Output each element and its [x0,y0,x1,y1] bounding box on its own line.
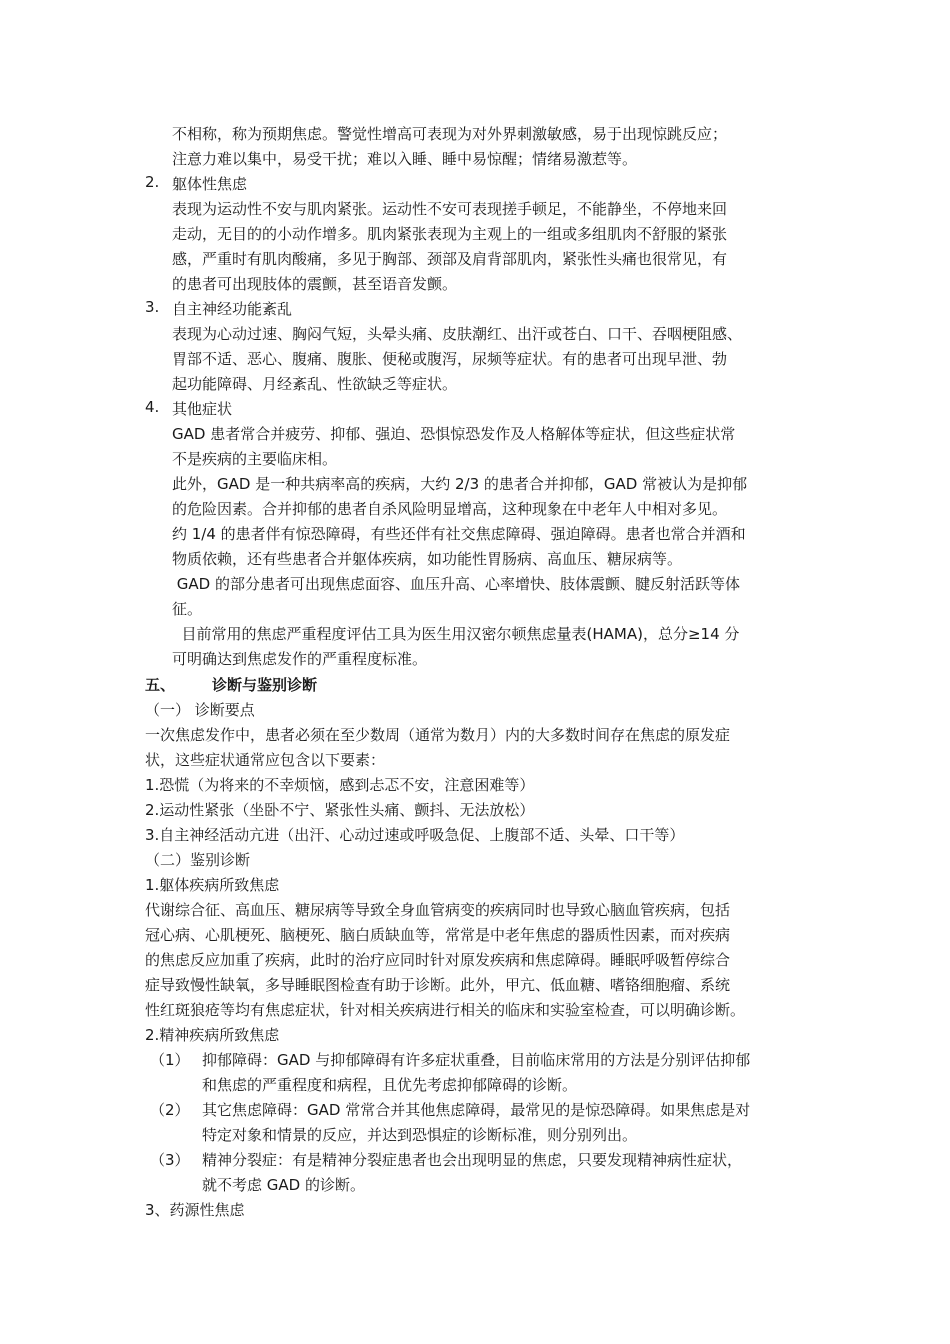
paragraph-line: 胃部不适、恶心、腹痛、腹胀、便秘或腹泻，尿频等症状。有的患者可出现早泄、勃 [172,350,728,368]
sub-heading: 1.躯体疾病所致焦虑 [145,876,280,894]
section-title: 诊断与鉴别诊断 [212,676,318,694]
list-number: （3） [150,1151,190,1169]
paragraph-line: 物质依赖，还有些患者合并躯体疾病，如功能性胃肠病、高血压、糖尿病等。 [172,550,683,568]
paragraph-line: 就不考虑 GAD 的诊断。 [202,1176,365,1194]
paragraph-line: 精神分裂症：有是精神分裂症患者也会出现明显的焦虑，只要发现精神病性症状， [202,1151,743,1169]
paragraph-line: 约 1/4 的患者伴有惊恐障碍，有些还伴有社交焦虑障碍、强迫障碍。患者也常合并酒和 [172,525,746,543]
sub-heading: 2.精神疾病所致焦虑 [145,1026,280,1044]
sub-heading: 3、药源性焦虑 [145,1201,245,1219]
paragraph-line: 可明确达到焦虑发作的严重程度标准。 [172,650,428,668]
paragraph-line: 代谢综合征、高血压、糖尿病等导致全身血管病变的疾病同时也导致心脑血管疾病，包括 [145,901,731,919]
list-item-title: 其他症状 [172,400,233,418]
paragraph-line: 不相称，称为预期焦虑。警觉性增高可表现为对外界刺激敏感，易于出现惊跳反应； [172,125,728,143]
paragraph-line: 不是疾病的主要临床相。 [172,450,338,468]
paragraph-line: GAD 患者常合并疲劳、抑郁、强迫、恐惧惊恐发作及人格解体等症状，但这些症状常 [172,425,736,443]
paragraph-line: 走动，无目的的小动作增多。肌肉紧张表现为主观上的一组或多组肌肉不舒服的紧张 [172,225,728,243]
list-number: （2） [150,1101,190,1119]
diagnosis-criterion: 2.运动性紧张（坐卧不宁、紧张性头痛、颤抖、无法放松） [145,801,535,819]
paragraph-line: 症导致慢性缺氧，多导睡眠图检查有助于诊断。此外，甲亢、低血糖、嗜铬细胞瘤、系统 [145,976,731,994]
paragraph-line: 的危险因素。合并抑郁的患者自杀风险明显增高，这种现象在中老年人中相对多见。 [172,500,728,518]
list-number: 2. [145,173,160,191]
paragraph-line: 目前常用的焦虑严重程度评估工具为医生用汉密尔顿焦虑量表(HAMA)，总分≥14 分 [172,625,740,643]
paragraph-line: GAD 的部分患者可出现焦虑面容、血压升高、心率增快、肢体震颤、腱反射活跃等体 [172,575,740,593]
paragraph-line: 的焦虑反应加重了疾病，此时的治疗应同时针对原发疾病和焦虑障碍。睡眠呼吸暂停综合 [145,951,731,969]
subsection-heading: （一） 诊断要点 [145,701,255,719]
paragraph-line: 状，这些症状通常应包含以下要素： [145,751,386,769]
section-number: 五、 [145,676,176,694]
paragraph-line: 起功能障碍、月经紊乱、性欲缺乏等症状。 [172,375,458,393]
diagnosis-criterion: 1.恐慌（为将来的不幸烦恼，感到忐忑不安，注意困难等） [145,776,535,794]
paragraph-line: 其它焦虑障碍：GAD 常常合并其他焦虑障碍，最常见的是惊恐障碍。如果焦虑是对 [202,1101,751,1119]
paragraph-line: 此外，GAD 是一种共病率高的疾病，大约 2/3 的患者合并抑郁，GAD 常被认为是抑郁 [172,475,748,493]
paragraph-line: 冠心病、心肌梗死、脑梗死、脑白质缺血等，常常是中老年焦虑的器质性因素，而对疾病 [145,926,731,944]
list-number: （1） [150,1051,190,1069]
subsection-heading: （二）鉴别诊断 [145,851,251,869]
paragraph-line: 抑郁障碍：GAD 与抑郁障碍有许多症状重叠，目前临床常用的方法是分别评估抑郁 [202,1051,751,1069]
list-number: 4. [145,398,160,416]
list-number: 3. [145,298,160,316]
paragraph-line: 特定对象和情景的反应，并达到恐惧症的诊断标准，则分别列出。 [202,1126,638,1144]
paragraph-line: 表现为运动性不安与肌肉紧张。运动性不安可表现搓手顿足，不能静坐，不停地来回 [172,200,728,218]
list-item-title: 自主神经功能紊乱 [172,300,293,318]
list-item-title: 躯体性焦虑 [172,175,248,193]
diagnosis-criterion: 3.自主神经活动亢进（出汗、心动过速或呼吸急促、上腹部不适、头晕、口干等） [145,826,685,844]
paragraph-line: 和焦虑的严重程度和病程，且优先考虑抑郁障碍的诊断。 [202,1076,578,1094]
paragraph-line: 性红斑狼疮等均有焦虑症状，针对相关疾病进行相关的临床和实验室检查，可以明确诊断。 [145,1001,746,1019]
paragraph-line: 感，严重时有肌肉酸痛，多见于胸部、颈部及肩背部肌肉，紧张性头痛也很常见，有 [172,250,728,268]
paragraph-line: 注意力难以集中，易受干扰；难以入睡、睡中易惊醒；情绪易激惹等。 [172,150,638,168]
paragraph-line: 表现为心动过速、胸闷气短，头晕头痛、皮肤潮红、出汗或苍白、口干、吞咽梗阻感、 [172,325,743,343]
paragraph-line: 一次焦虑发作中，患者必须在至少数周（通常为数月）内的大多数时间存在焦虑的原发症 [145,726,731,744]
paragraph-line: 的患者可出现肢体的震颤，甚至语音发颤。 [172,275,458,293]
paragraph-line: 征。 [172,600,203,618]
